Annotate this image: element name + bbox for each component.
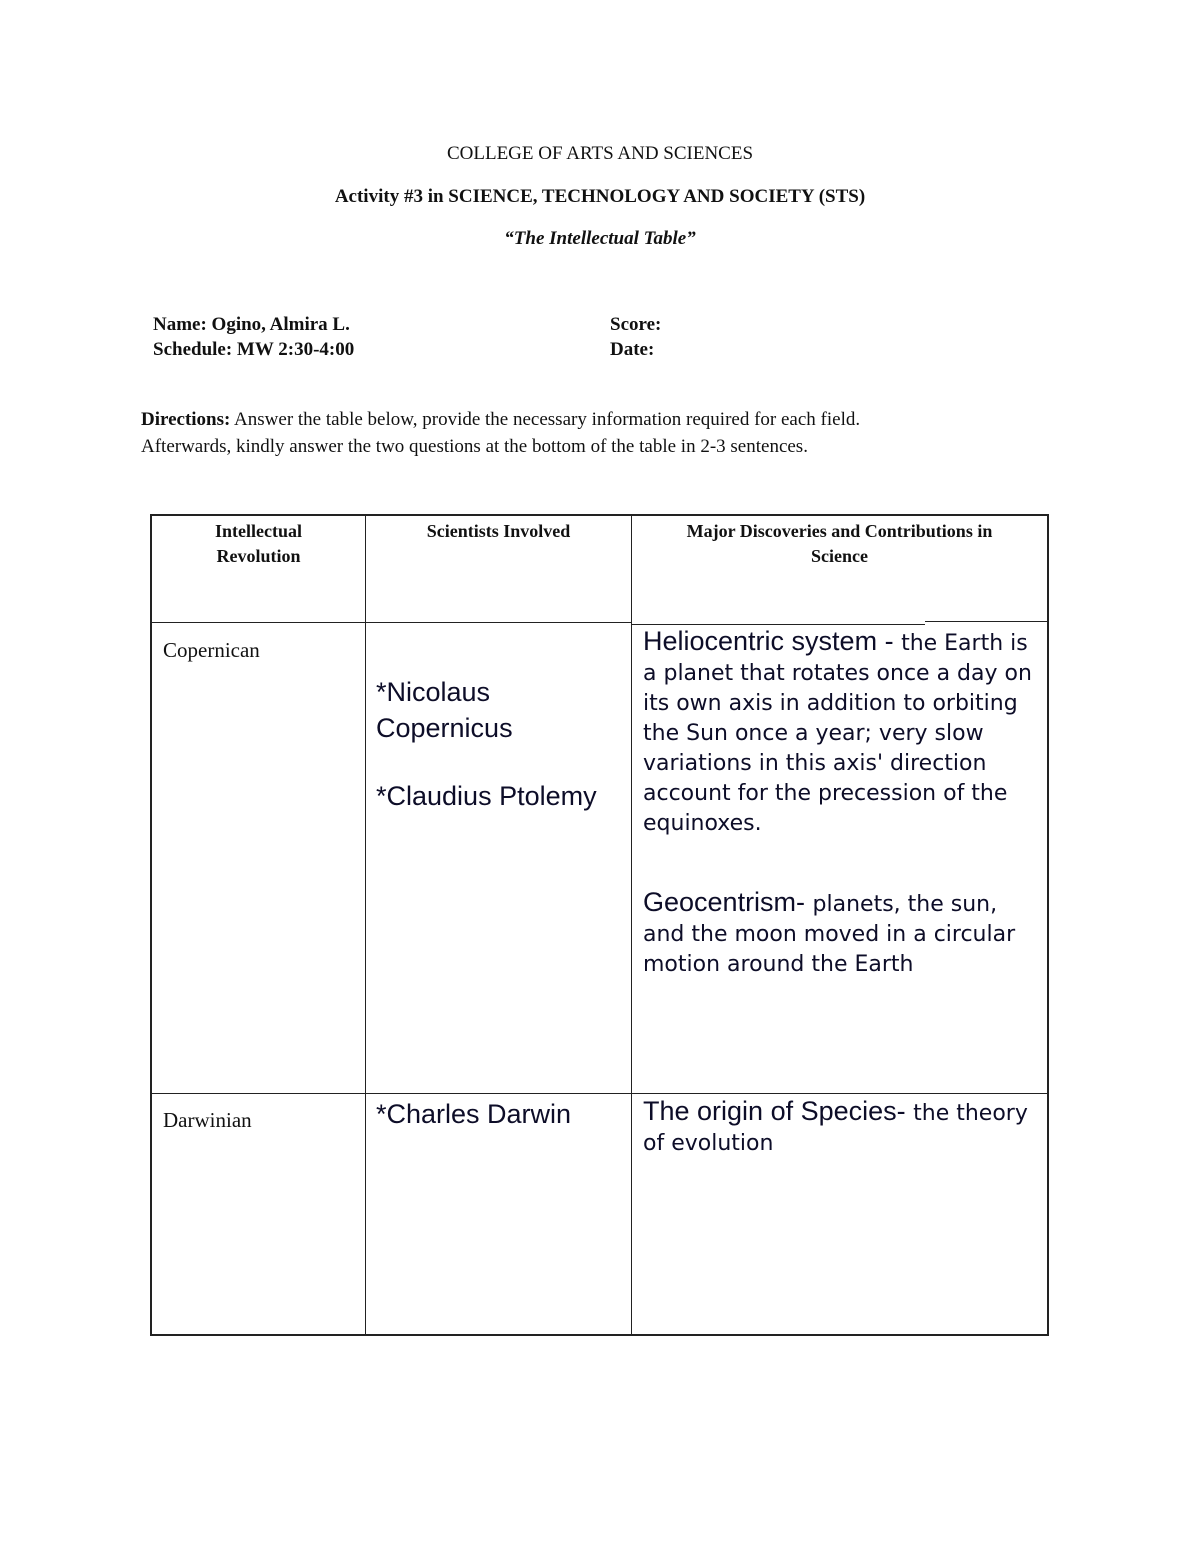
date-label: Date:: [610, 339, 655, 360]
term-origin-of-species: The origin of Species-: [643, 1096, 914, 1126]
directions: [141, 406, 1041, 460]
header-major-discoveries: [632, 516, 1047, 622]
term-geocentrism: Geocentrism-: [643, 887, 813, 917]
row-copernican-scientists: [366, 674, 631, 874]
directions-line-2: Afterwards, kindly answer the two questions at the bottom of the table in 2-3 sentences.: [141, 436, 808, 457]
row-darwinian-discoveries: [632, 1096, 1047, 1332]
scientist-darwin: *Charles Darwin: [376, 1099, 572, 1129]
row-copernican-discoveries: [632, 626, 1047, 1091]
directions-text-1: Answer the table below, provide the necessary information required for each field.: [230, 409, 861, 430]
header-col1-line1: Intellectual: [215, 521, 302, 541]
header-col2-text: Scientists Involved: [426, 521, 571, 541]
term-heliocentric: Heliocentric system -: [643, 626, 902, 656]
directions-label: Directions:: [141, 409, 231, 430]
activity-title: “The Intellectual Table”: [504, 228, 696, 249]
discovery-geocentrism: [643, 887, 1041, 980]
intellectual-table: [150, 514, 1049, 1336]
header-scientists-involved: [366, 516, 631, 622]
activity-heading: Activity #3 in SCIENCE, TECHNOLOGY AND SOCIETY (STS): [334, 186, 866, 207]
table-border-right: [1047, 514, 1049, 1336]
scientist-ptolemy: *Claudius Ptolemy: [376, 781, 597, 811]
scientist-nicolaus-line2: Copernicus: [376, 713, 513, 743]
schedule: Schedule: MW 2:30-4:00: [153, 339, 355, 360]
header-col3-line2: Science: [811, 546, 868, 566]
table-border-bottom: [150, 1334, 1049, 1336]
row-darwinian-scientists: [366, 1096, 631, 1196]
row-copernican-revolution: Copernican: [163, 638, 260, 662]
score-label: Score:: [610, 314, 662, 335]
table-rule-col-1: [365, 514, 366, 1336]
directions-line-1: [141, 406, 1041, 433]
table-rule-header-mid: [632, 624, 925, 625]
discovery-heliocentric: [643, 626, 1041, 839]
text-origin-of-species: the theory of evolution: [643, 1101, 1028, 1156]
text-geocentrism: planets, the sun, and the moon moved in a circular motion around the Earth: [643, 892, 1016, 977]
student-name: Name: Ogino, Almira L.: [153, 314, 350, 335]
header-intellectual-revolution: [152, 516, 365, 622]
scientist-nicolaus-line1: *Nicolaus: [376, 677, 491, 707]
college-heading: COLLEGE OF ARTS AND SCIENCES: [446, 143, 754, 164]
header-col3-line1: Major Discoveries and Contributions in: [686, 521, 993, 541]
header-col1-line2: Revolution: [216, 546, 301, 566]
text-heliocentric: the Earth is a planet that rotates once a day on its own axis in addition to orbiting the Sun once a year; very slow variations in this axis' direction account for the precession of the equinoxes.: [643, 631, 1032, 836]
row-darwinian-revolution: Darwinian: [163, 1108, 252, 1132]
discovery-origin-of-species: [643, 1096, 1041, 1159]
table-rule-header-left: [150, 622, 632, 623]
